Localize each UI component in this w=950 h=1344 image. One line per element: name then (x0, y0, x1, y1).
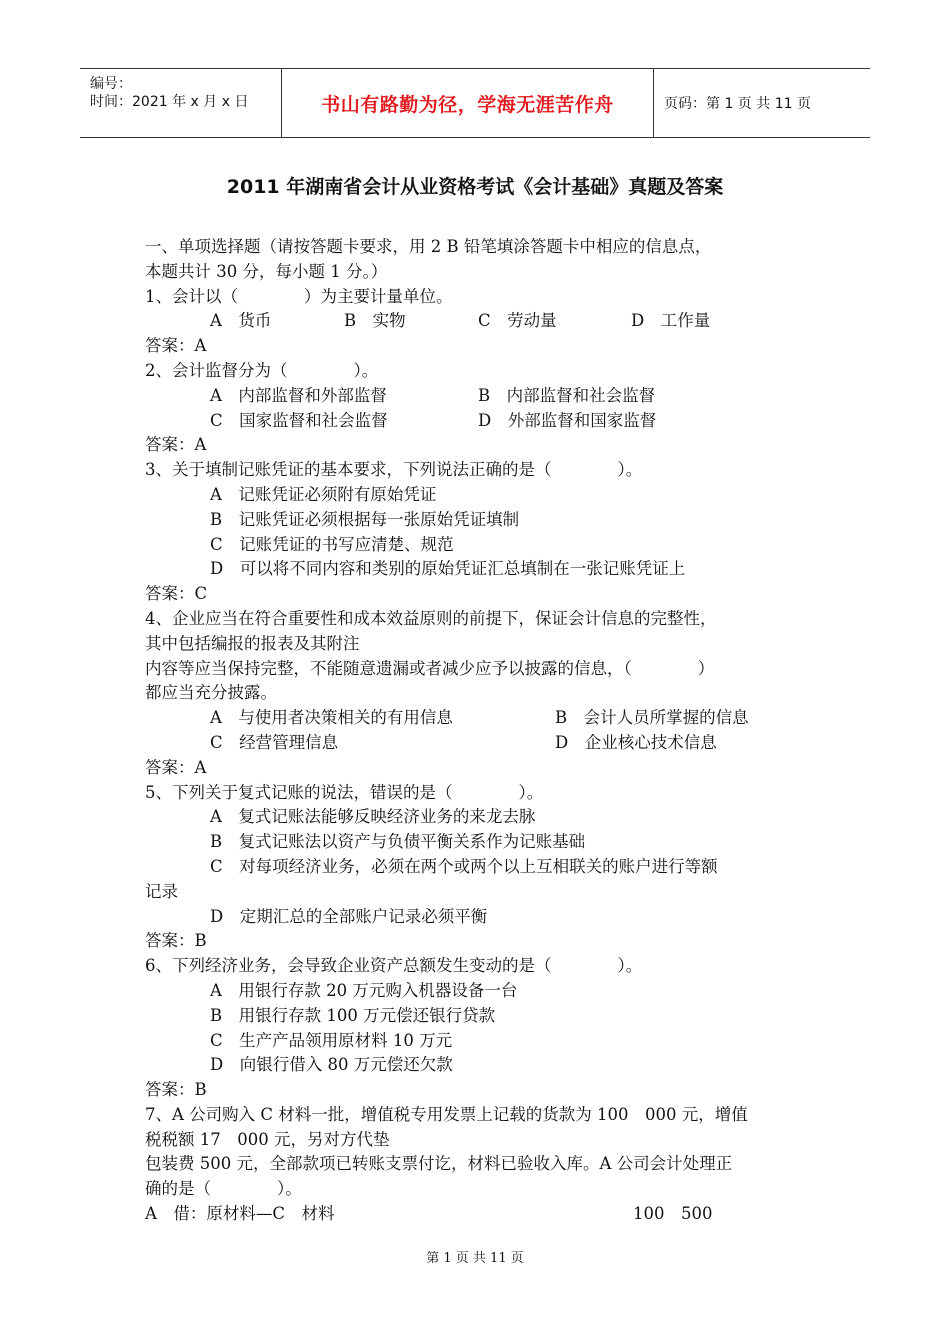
answer-1: 答案：A (145, 336, 207, 356)
section-heading: 一、单项选择题（请按答题卡要求，用 2 B 铅笔填涂答题卡中相应的信息点， (145, 237, 712, 256)
option-c: C 生产产品领用原材料 10 万元 (210, 1030, 453, 1050)
question-7-option-a (145, 1202, 815, 1227)
document-body (145, 235, 815, 1227)
option-d: D 可以将不同内容和类别的原始凭证汇总填制在一张记账凭证上 (210, 559, 686, 579)
question-7-cont: 包装费 500 元，全部款项已转账支票付讫，材料已验收入库。A 公司会计处理正 (145, 1154, 733, 1174)
option-b: B 用银行存款 100 万元偿还银行贷款 (210, 1005, 496, 1025)
document-title: 2011 年湖南省会计从业资格考试《会计基础》真题及答案 (226, 176, 724, 198)
option-c: C 国家监督和社会监督 (210, 410, 388, 430)
option-a: A 复式记账法能够反映经济业务的来龙去脉 (210, 807, 536, 827)
question-6: 6、下列经济业务，会导致企业资产总额发生变动的是（ ）。 (145, 956, 643, 976)
header-motto-cell (282, 69, 654, 137)
option-d: D 企业核心技术信息 (555, 732, 717, 752)
question-2-options-row1 (145, 384, 815, 409)
option-a: A 货币 (210, 311, 272, 331)
question-1: 1、会计以（ ）为主要计量单位。 (145, 286, 453, 306)
option-a: A 用银行存款 20 万元购入机器设备一台 (210, 980, 518, 1000)
question-4-options-row2 (145, 731, 815, 756)
question-4-cont: 其中包括编报的报表及其附注 (145, 633, 360, 653)
answer-2: 答案：A (145, 435, 207, 455)
question-2: 2、会计监督分为（ ）。 (145, 360, 379, 380)
option-b: B 记账凭证必须根据每一张原始凭证填制 (210, 509, 520, 529)
option-d: D 向银行借入 80 万元偿还欠款 (210, 1055, 453, 1075)
question-4-options-row1 (145, 706, 815, 731)
section-heading-cont: 本题共计 30 分，每小题 1 分。） (145, 261, 388, 281)
header-page-info (654, 69, 870, 137)
option-a: A 与使用者决策相关的有用信息 (210, 708, 453, 728)
number-label: 编号： (90, 76, 132, 92)
page-footer: 第 1 页 共 11 页 (426, 1251, 524, 1266)
question-7-cont: 确的是（ ）。 (145, 1179, 302, 1199)
option-d: D 工作量 (631, 311, 711, 331)
question-2-options-row2 (145, 409, 815, 434)
question-7: 7、A 公司购入 C 材料一批，增值税专用发票上记载的货款为 100 000 元，增值 (145, 1104, 748, 1124)
page-header (80, 68, 870, 138)
option-a-entry: A 借：原材料—C 材料 (145, 1204, 335, 1224)
option-c: C 对每项经济业务，必须在两个或两个以上互相联关的账户进行等额 (210, 856, 718, 876)
option-b: B 内部监督和社会监督 (478, 385, 656, 405)
question-1-options (145, 309, 815, 334)
option-c: C 劳动量 (478, 311, 557, 331)
page-info: 页码：第 1 页 共 11 页 (664, 96, 811, 112)
option-d: D 外部监督和国家监督 (478, 410, 657, 430)
answer-4: 答案：A (145, 757, 207, 777)
date-label: 时间：2021 年 x 月 x 日 (90, 94, 249, 110)
header-meta (80, 69, 282, 137)
motto: 书山有路勤为径，学海无涯苦作舟 (321, 93, 614, 116)
question-4: 4、企业应当在符合重要性和成本效益原则的前提下，保证会计信息的完整性， (145, 608, 717, 628)
option-a-amount: 100 500 (633, 1204, 713, 1224)
question-3: 3、关于填制记账凭证的基本要求，下列说法正确的是（ ）。 (145, 460, 643, 480)
option-b: B 会计人员所掌握的信息 (555, 708, 749, 728)
question-4-cont: 内容等应当保持完整，不能随意遗漏或者减少应予以披露的信息，（ ） (145, 658, 715, 678)
question-4-cont: 都应当充分披露。 (145, 683, 277, 703)
answer-3: 答案：C (145, 584, 208, 604)
question-5: 5、下列关于复式记账的说法，错误的是（ ）。 (145, 782, 544, 802)
option-b: B 复式记账法以资产与负债平衡关系作为记账基础 (210, 832, 586, 852)
option-c-cont: 记录 (145, 881, 178, 901)
option-a: A 内部监督和外部监督 (210, 385, 387, 405)
option-b: B 实物 (344, 311, 406, 331)
option-c: C 记账凭证的书写应清楚、规范 (210, 534, 454, 554)
answer-5: 答案：B (145, 931, 207, 951)
option-d: D 定期汇总的全部账户记录必须平衡 (210, 906, 488, 926)
question-7-cont: 税税额 17 000 元，另对方代垫 (145, 1129, 390, 1149)
answer-6: 答案：B (145, 1080, 207, 1100)
option-c: C 经营管理信息 (210, 732, 339, 752)
option-a: A 记账凭证必须附有原始凭证 (210, 484, 437, 504)
